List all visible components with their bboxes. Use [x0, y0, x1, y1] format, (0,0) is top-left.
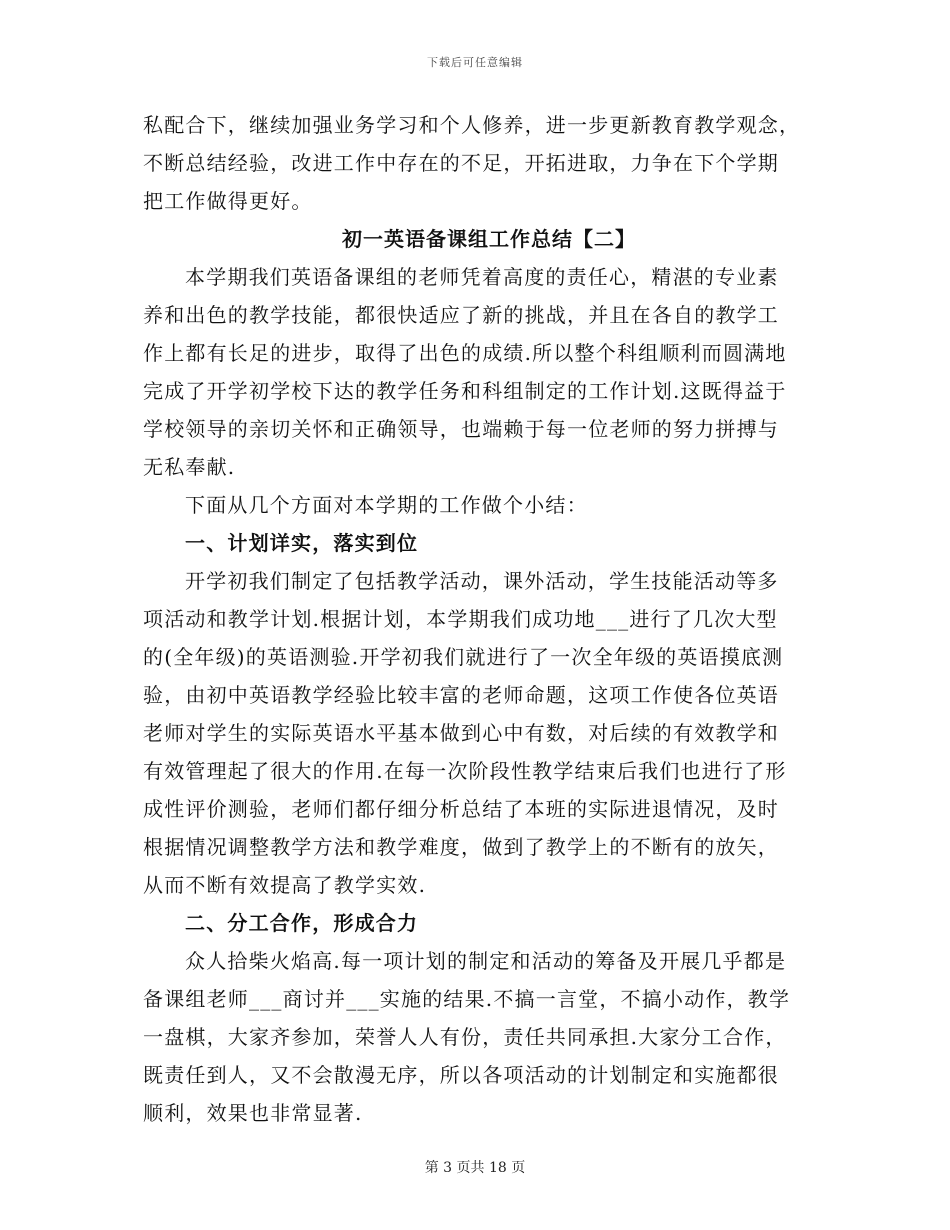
- paragraph-line: 养和出色的教学技能，都很快适应了新的挑战，并且在各自的教学工: [143, 303, 779, 327]
- paragraph-line: 开学初我们制定了包括教学活动，课外活动，学生技能活动等多: [185, 569, 779, 593]
- document-body: [143, 106, 811, 1132]
- paragraph-line: 众人拾柴火焰高.每一项计划的制定和活动的筹备及开展几乎都是: [185, 949, 787, 973]
- paragraph-line: 既责任到人，又不会散漫无序，所以各项活动的计划制定和实施都很: [143, 1063, 779, 1087]
- section-title: 初一英语备课组工作总结【二】: [342, 227, 636, 251]
- paragraph-line: 的(全年级)的英语测验.开学初我们就进行了一次全年级的英语摸底测: [143, 645, 784, 669]
- paragraph-line: 下面从几个方面对本学期的工作做个小结：: [185, 493, 588, 517]
- paragraph-line: 一盘棋，大家齐参加，荣誉人人有份，责任共同承担.大家分工合作，: [143, 1025, 787, 1049]
- paragraph-line: 本学期我们英语备课组的老师凭着高度的责任心，精湛的专业素: [185, 265, 779, 289]
- paragraph-line: 作上都有长足的进步，取得了出色的成绩.所以整个科组顺利而圆满地: [143, 341, 787, 365]
- paragraph-line: 验，由初中英语教学经验比较丰富的老师命题，这项工作使各位英语: [143, 683, 779, 707]
- paragraph-line: 不断总结经验，改进工作中存在的不足，开拓进取，力争在下个学期: [143, 151, 779, 175]
- page-number: 第 3 页共 18 页: [424, 1160, 526, 1176]
- paragraph-line: 老师对学生的实际英语水平基本做到心中有数，对后续的有效教学和: [143, 721, 779, 745]
- subheading: 一、计划详实，落实到位: [185, 531, 419, 555]
- paragraph-line: 无私奉献.: [143, 455, 236, 479]
- paragraph-line: 把工作做得更好。: [143, 189, 313, 213]
- subheading: 二、分工合作，形成合力: [185, 911, 419, 935]
- paragraph-line: 备课组老师___商讨并___实施的结果.不搞一言堂，不搞小动作，教学: [143, 987, 791, 1011]
- paragraph-line: 根据情况调整教学方法和教学难度，做到了教学上的不断有的放矢，: [143, 835, 779, 859]
- paragraph-line: 有效管理起了很大的作用.在每一次阶段性教学结束后我们也进行了形: [143, 759, 787, 783]
- paragraph-line: 项活动和教学计划.根据计划，本学期我们成功地___进行了几次大型: [143, 607, 778, 631]
- paragraph-line: 顺利，效果也非常显著.: [143, 1101, 363, 1125]
- paragraph-line: 成性评价测验，老师们都仔细分析总结了本班的实际进退情况，及时: [143, 797, 779, 821]
- paragraph-line: 学校领导的亲切关怀和正确领导，也端赖于每一位老师的努力拼搏与: [143, 417, 779, 441]
- paragraph-line: 从而不断有效提高了教学实效.: [143, 873, 427, 897]
- paragraph-line: 私配合下，继续加强业务学习和个人修养，进一步更新教育教学观念，: [143, 113, 801, 137]
- page-header-note: 下载后可任意编辑: [427, 56, 523, 69]
- paragraph-line: 完成了开学初学校下达的教学任务和科组制定的工作计划.这既得益于: [143, 379, 787, 403]
